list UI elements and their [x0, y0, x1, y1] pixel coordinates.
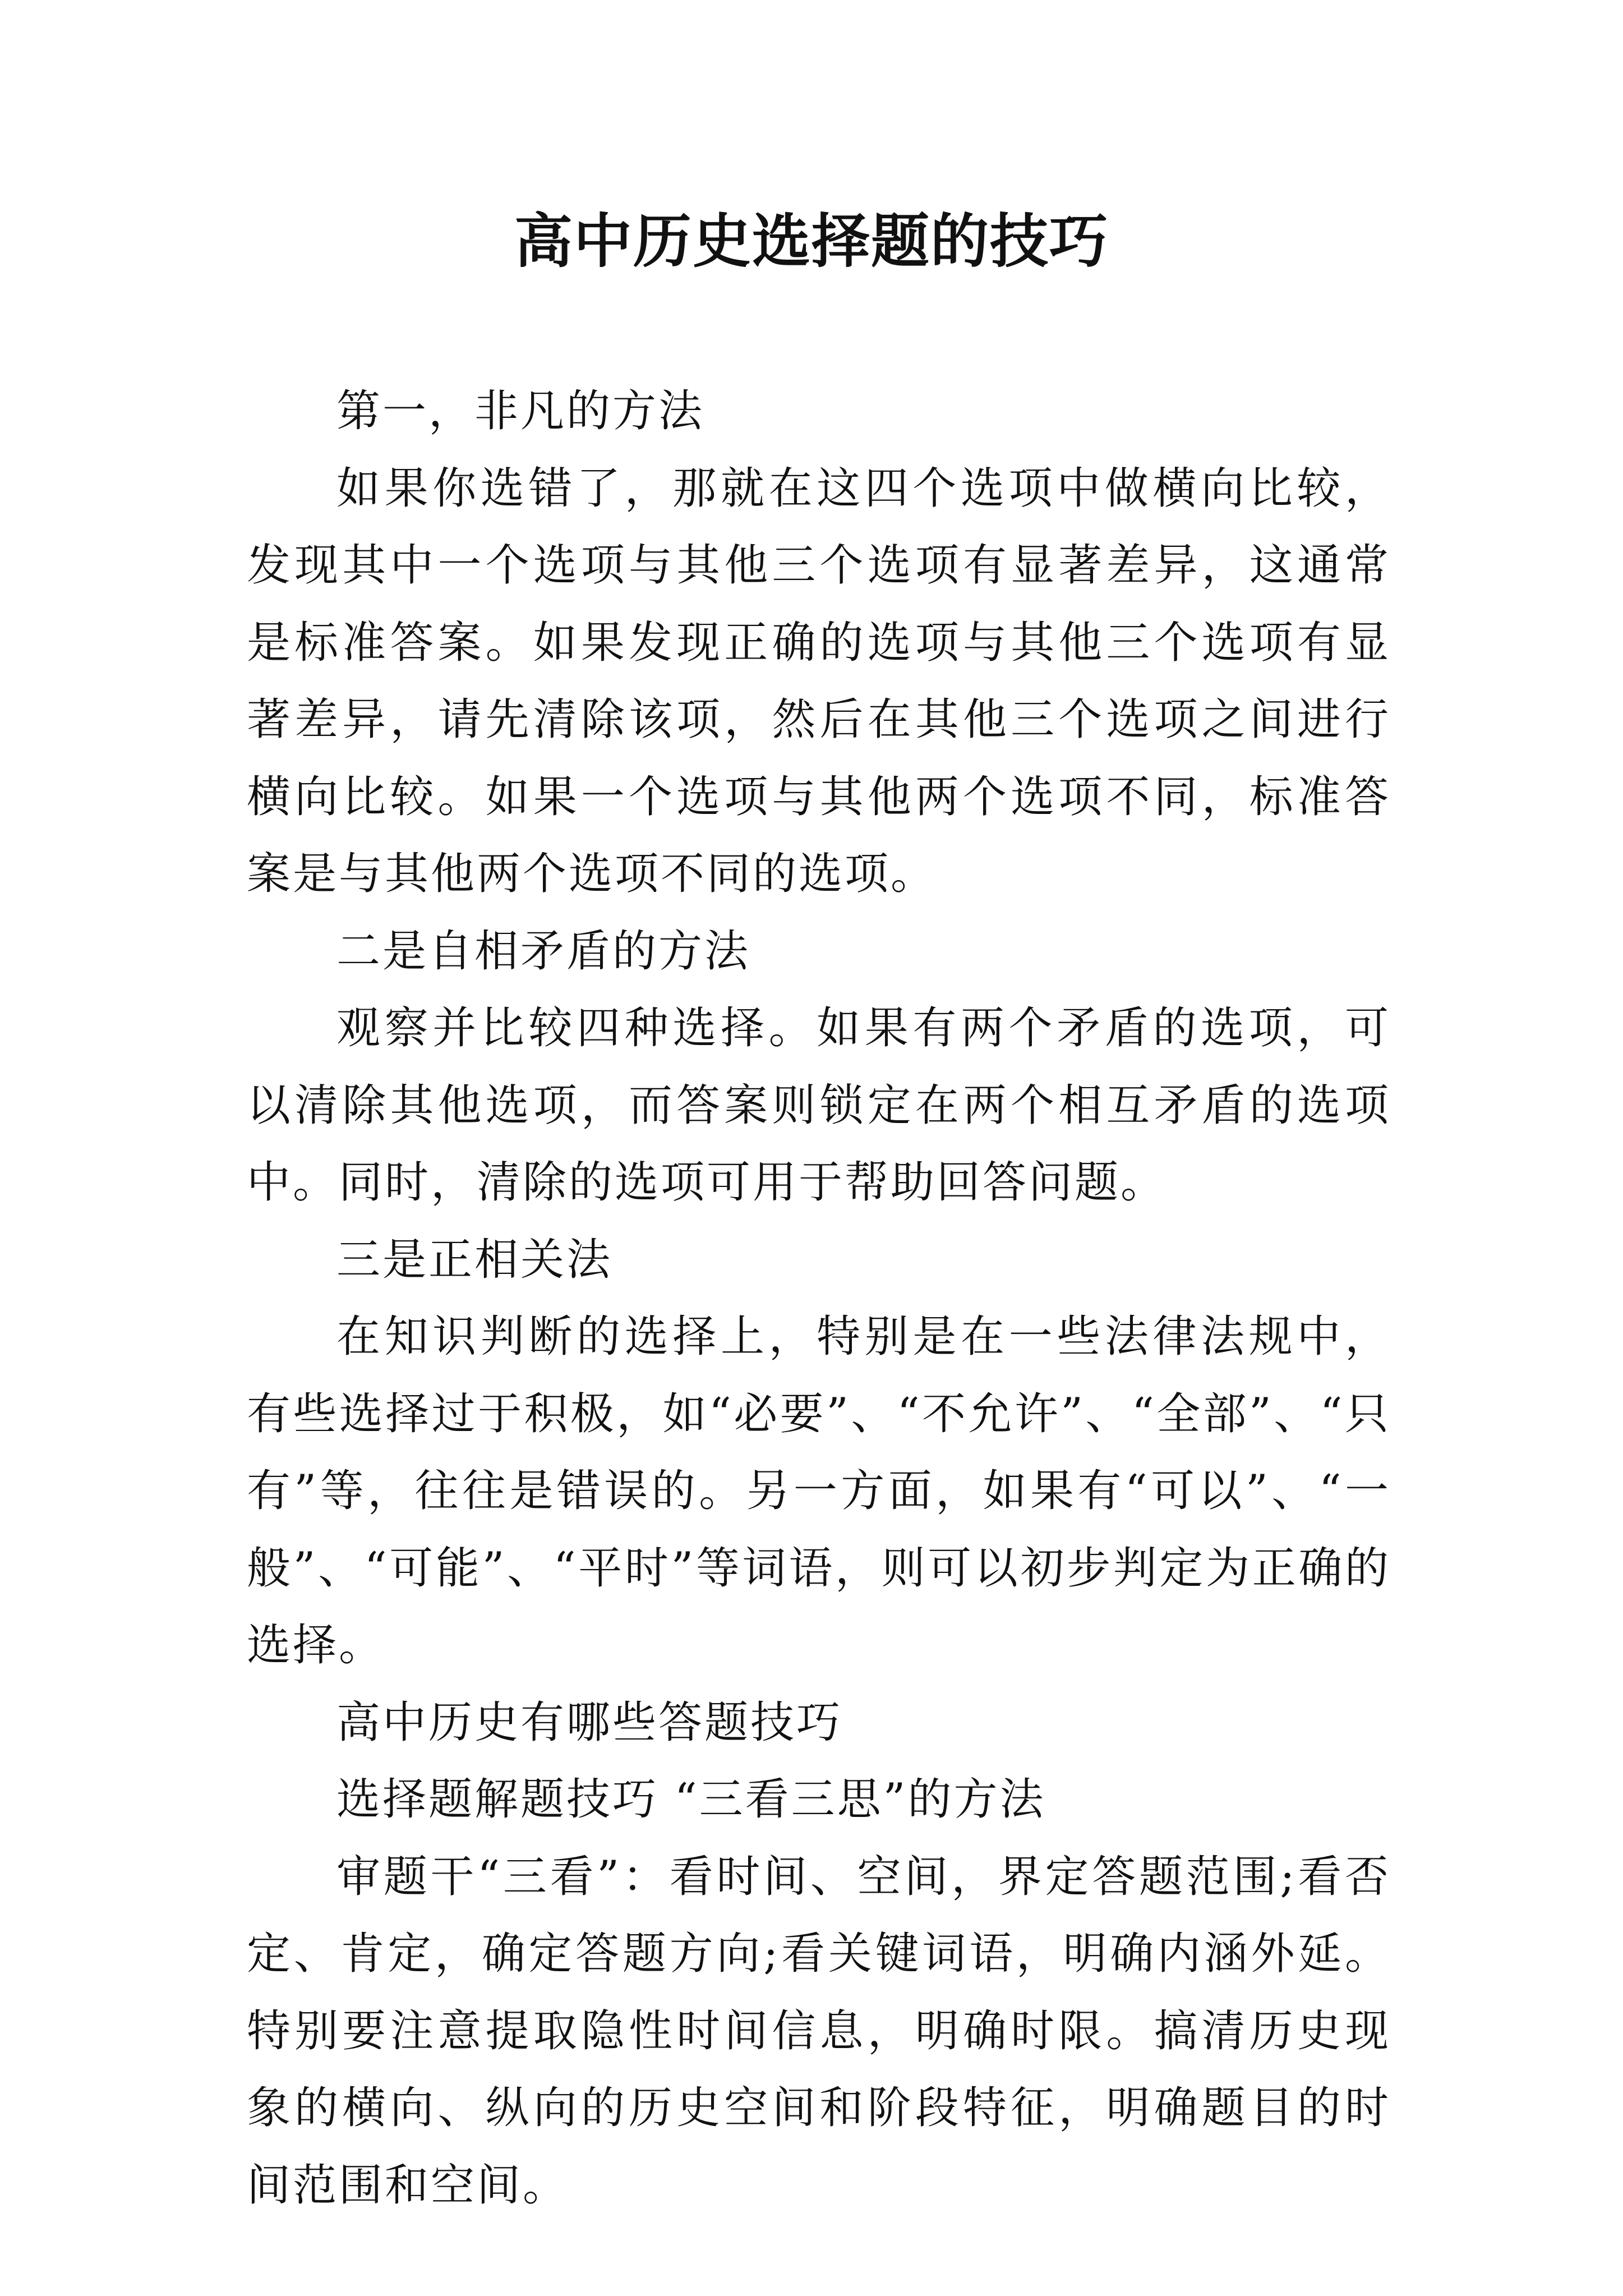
heading-answer-tips: 高中历史有哪些答题技巧 — [336, 1697, 843, 1748]
paragraph-method-one: 如果你选错了，那就在这四个选项中做横向比较，发现其中一个选项与其他三个选项有显著差异，这通常是标准答案。如果发现正确的选项与其他三个选项有显著差异，请先清除该项，然后在其他三个选项之间进行横向比较。如果一个选项与其他两个选项不同，标准答案是与其他两个选项不同的选项。 — [247, 463, 1391, 899]
paragraph-three-looks: 审题干“三看”：看时间、空间，界定答题范围;看否定、肯定，确定答题方向;看关键词语，明确内涵外延。特别要注意提取隐性时间信息，明确时限。搞清历史现象的横向、纵向的历史空间和阶段特征，明确题目的时间范围和空间。 — [247, 1851, 1391, 2211]
paragraph-method-two: 观察并比较四种选择。如果有两个矛盾的选项，可以清除其他选项，而答案则锁定在两个相互矛盾的选项中。同时，清除的选项可用于帮助回答问题。 — [247, 1003, 1391, 1208]
paragraph-method-three: 在知识判断的选择上，特别是在一些法律法规中，有些选择过于积极，如“必要”、“不允许”、“全部”、“只有”等，往往是错误的。另一方面，如果有“可以”、“一般”、“可能”、“平时”等词语，则可以初步判定为正确的选择。 — [247, 1312, 1391, 1671]
heading-method-one: 第一，非凡的方法 — [336, 386, 705, 436]
heading-method-three: 三是正相关法 — [336, 1234, 613, 1285]
document-title: 高中历史选择题的技巧 — [514, 206, 1109, 275]
document-body — [247, 373, 1391, 2224]
heading-three-looks: 选择题解题技巧 “三看三思”的方法 — [336, 1774, 1046, 1825]
heading-method-two: 二是自相矛盾的方法 — [336, 926, 751, 977]
